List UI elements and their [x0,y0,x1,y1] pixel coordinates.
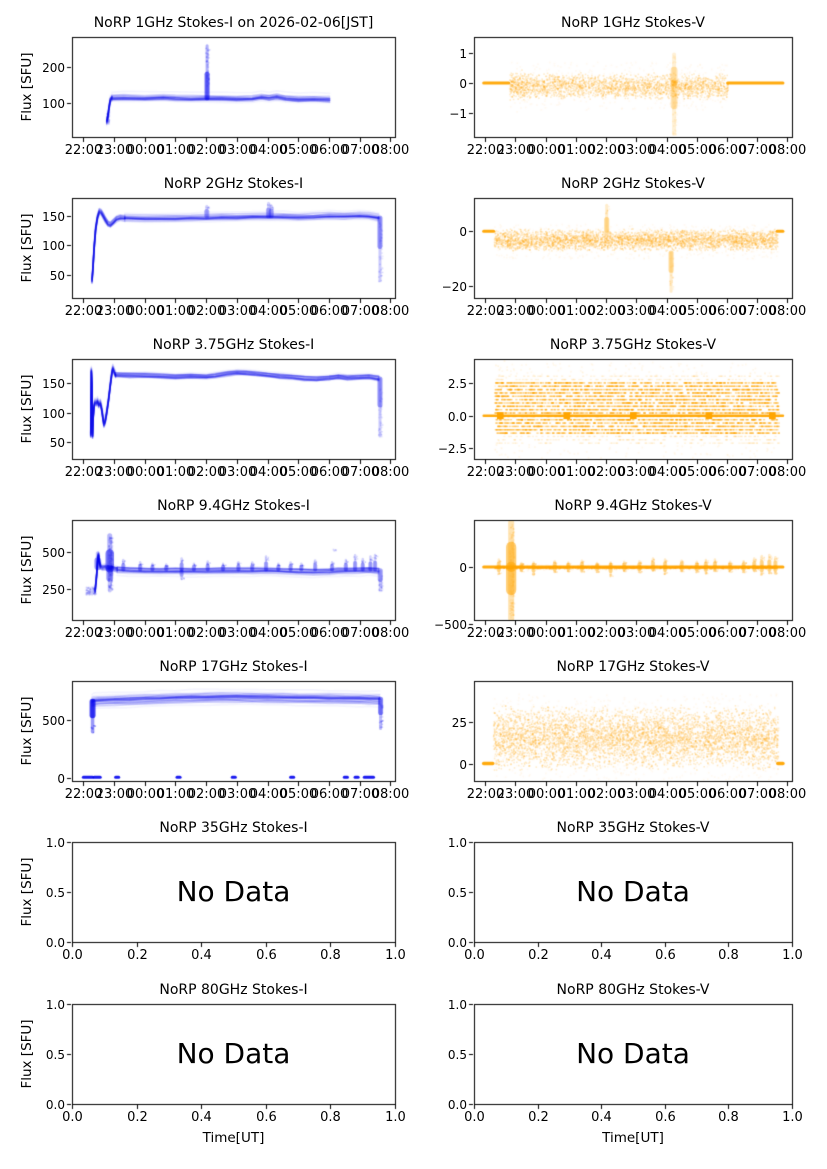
x-tick-label: 23:00 [95,626,134,641]
x-tick-label: 03:00 [617,304,656,319]
x-tick-label: 02:00 [187,787,226,802]
x-tick-label: 05:00 [678,143,717,158]
y-tick-label: 1.0 [45,997,65,1012]
y-tick-label: 0.0 [447,1097,467,1112]
x-tick-label: 08:00 [768,626,807,641]
y-tick-label: 0.5 [447,1047,467,1062]
x-tick-label: 00:00 [126,787,165,802]
y-tick-label: 25 [451,715,467,730]
x-tick-label: 0.6 [256,948,277,963]
x-tick-label: 22:00 [64,465,103,480]
x-tick-label: 06:00 [310,465,349,480]
x-tick-label: 0.0 [62,1110,83,1125]
x-tick-label: 0.2 [528,948,549,963]
x-tick-label: 07:00 [738,465,777,480]
x-tick-label: 22:00 [64,626,103,641]
x-tick-label: 01:00 [156,143,195,158]
x-tick-label: 0.8 [320,948,341,963]
x-tick-label: 05:00 [678,304,717,319]
x-tick-label: 03:00 [617,626,656,641]
y-axis-label: Flux [SFU] [19,213,35,283]
y-tick-label: 1.0 [447,997,467,1012]
x-tick-label: 01:00 [156,465,195,480]
y-tick-label: 200 [42,60,65,75]
x-tick-label: 00:00 [527,143,566,158]
x-tick-label: 0.8 [718,1110,739,1125]
panel-title: NoRP 9.4GHz Stokes-I [157,498,310,514]
x-tick-label: 01:00 [557,465,596,480]
x-tick-label: 23:00 [95,787,134,802]
x-tick-label: 0.0 [464,948,485,963]
x-tick-label: 01:00 [156,787,195,802]
y-axis-label: Flux [SFU] [19,1019,35,1089]
panel-title: NoRP 2GHz Stokes-V [560,176,706,192]
x-tick-label: 00:00 [126,143,165,158]
y-tick-label: 2.5 [447,376,467,391]
x-tick-label: 03:00 [617,143,656,158]
x-tick-label: 0.6 [655,1110,676,1125]
y-tick-label: 50 [49,435,65,450]
panel-title: NoRP 17GHz Stokes-I [159,659,308,675]
y-axis-label: Flux [SFU] [19,52,35,122]
panel-title: NoRP 3.75GHz Stokes-V [549,337,717,353]
x-tick-label: 08:00 [371,304,410,319]
panel-title: NoRP 17GHz Stokes-V [556,659,710,675]
x-tick-label: 0.8 [320,1110,341,1125]
x-tick-label: 06:00 [708,304,747,319]
x-tick-label: 03:00 [218,465,257,480]
x-tick-label: 03:00 [617,465,656,480]
x-tick-label: 0.4 [591,948,612,963]
x-tick-label: 04:00 [249,465,288,480]
x-tick-label: 06:00 [708,143,747,158]
x-tick-label: 01:00 [557,304,596,319]
x-tick-label: 00:00 [527,304,566,319]
x-tick-label: 04:00 [648,626,687,641]
y-tick-label: 0.0 [447,409,467,424]
y-tick-label: 0.5 [447,885,467,900]
x-tick-label: 05:00 [678,626,717,641]
no-data-label: No Data [576,1037,690,1070]
y-tick-label: 1 [459,46,467,61]
x-tick-label: 23:00 [95,465,134,480]
x-tick-label: 01:00 [557,626,596,641]
y-tick-label: 1.0 [45,835,65,850]
x-tick-label: 08:00 [371,787,410,802]
x-tick-label: 04:00 [648,465,687,480]
x-tick-label: 02:00 [187,626,226,641]
x-tick-label: 08:00 [768,304,807,319]
y-tick-label: 100 [42,238,65,253]
x-tick-label: 0.6 [655,948,676,963]
x-tick-label: 06:00 [310,787,349,802]
x-tick-label: 02:00 [187,304,226,319]
y-tick-label: 0 [57,771,65,786]
x-tick-label: 00:00 [126,626,165,641]
panel-title: NoRP 80GHz Stokes-V [556,982,710,998]
x-tick-label: 0.4 [191,948,212,963]
x-tick-label: 05:00 [279,465,318,480]
x-tick-label: 00:00 [527,626,566,641]
y-tick-label: −2.5 [437,441,467,456]
x-tick-label: 23:00 [496,143,535,158]
x-tick-label: 03:00 [218,143,257,158]
x-tick-label: 23:00 [496,787,535,802]
x-tick-label: 07:00 [341,304,380,319]
x-tick-label: 22:00 [64,304,103,319]
x-tick-label: 23:00 [496,304,535,319]
x-axis-label: Time[UT] [202,1130,265,1146]
x-tick-label: 22:00 [466,626,505,641]
x-tick-label: 0.6 [256,1110,277,1125]
x-tick-label: 22:00 [466,465,505,480]
x-tick-label: 07:00 [738,143,777,158]
panel-title: NoRP 1GHz Stokes-V [560,15,706,31]
y-axis-label: Flux [SFU] [19,374,35,444]
x-tick-label: 0.2 [528,1110,549,1125]
x-tick-label: 02:00 [187,143,226,158]
x-tick-label: 07:00 [341,143,380,158]
x-tick-label: 06:00 [708,465,747,480]
x-tick-label: 07:00 [738,787,777,802]
x-tick-label: 0.2 [127,1110,148,1125]
x-tick-label: 03:00 [218,304,257,319]
y-tick-label: 0.5 [45,1047,65,1062]
x-tick-label: 23:00 [95,304,134,319]
x-tick-label: 0.0 [464,1110,485,1125]
y-axis-label: Flux [SFU] [19,535,35,605]
x-tick-label: 07:00 [341,787,380,802]
x-tick-label: 04:00 [249,787,288,802]
y-tick-label: 0 [459,560,467,575]
x-tick-label: 01:00 [557,143,596,158]
y-tick-label: 500 [42,713,65,728]
y-tick-label: 150 [42,209,65,224]
x-tick-label: 04:00 [648,143,687,158]
x-tick-label: 05:00 [279,304,318,319]
x-tick-label: 22:00 [64,143,103,158]
x-axis-label: Time[UT] [602,1130,664,1146]
x-tick-label: 04:00 [249,626,288,641]
no-data-label: No Data [576,875,690,908]
x-tick-label: 08:00 [371,626,410,641]
no-data-label: No Data [176,875,291,908]
y-tick-label: 500 [42,545,65,560]
x-tick-label: 05:00 [279,626,318,641]
y-tick-label: 0.0 [447,935,467,950]
x-tick-label: 01:00 [156,304,195,319]
y-tick-label: 0 [459,757,467,772]
x-tick-label: 01:00 [557,787,596,802]
x-tick-label: 06:00 [708,626,747,641]
panel-title: NoRP 1GHz Stokes-I on 2026-02-06[JST] [93,15,374,31]
x-tick-label: 05:00 [279,143,318,158]
x-tick-label: 00:00 [126,465,165,480]
x-tick-label: 04:00 [249,143,288,158]
panel-title: NoRP 80GHz Stokes-I [159,982,308,998]
no-data-label: No Data [176,1037,291,1070]
x-tick-label: 00:00 [126,304,165,319]
x-tick-label: 02:00 [587,304,626,319]
x-tick-label: 1.0 [385,1110,406,1125]
x-tick-label: 07:00 [738,626,777,641]
x-tick-label: 03:00 [218,626,257,641]
x-tick-label: 02:00 [587,787,626,802]
y-tick-label: −20 [441,279,467,294]
x-tick-label: 05:00 [678,787,717,802]
x-tick-label: 0.0 [62,948,83,963]
y-tick-label: 0.5 [45,885,65,900]
y-tick-label: 100 [42,96,65,111]
x-tick-label: 22:00 [466,143,505,158]
panel-title: NoRP 3.75GHz Stokes-I [152,337,315,353]
y-tick-label: 0 [459,76,467,91]
y-tick-label: −500 [434,617,467,632]
x-tick-label: 06:00 [310,304,349,319]
x-tick-label: 05:00 [678,465,717,480]
panel-title: NoRP 2GHz Stokes-I [163,176,304,192]
x-tick-label: 08:00 [768,465,807,480]
x-tick-label: 02:00 [187,465,226,480]
x-tick-label: 08:00 [768,787,807,802]
x-tick-label: 03:00 [617,787,656,802]
x-tick-label: 04:00 [648,304,687,319]
x-tick-label: 08:00 [768,143,807,158]
x-tick-label: 02:00 [587,465,626,480]
x-tick-label: 22:00 [466,304,505,319]
y-tick-label: 250 [42,582,65,597]
x-tick-label: 23:00 [496,465,535,480]
y-tick-label: 150 [42,376,65,391]
x-tick-label: 06:00 [310,143,349,158]
x-tick-label: 22:00 [64,787,103,802]
x-tick-label: 0.4 [191,1110,212,1125]
x-tick-label: 07:00 [738,304,777,319]
x-tick-label: 1.0 [782,948,803,963]
x-tick-label: 04:00 [648,787,687,802]
x-tick-label: 06:00 [310,626,349,641]
x-tick-label: 01:00 [156,626,195,641]
y-axis-label: Flux [SFU] [19,696,35,766]
panel-title: NoRP 35GHz Stokes-I [159,820,308,836]
x-tick-label: 1.0 [385,948,406,963]
y-tick-label: 50 [49,268,65,283]
x-tick-label: 05:00 [279,787,318,802]
x-tick-label: 03:00 [218,787,257,802]
y-tick-label: −1 [449,106,467,121]
x-tick-label: 06:00 [708,787,747,802]
x-tick-label: 08:00 [371,143,410,158]
x-tick-label: 0.8 [718,948,739,963]
x-tick-label: 00:00 [527,465,566,480]
x-tick-label: 22:00 [466,787,505,802]
x-tick-label: 04:00 [249,304,288,319]
x-tick-label: 07:00 [341,626,380,641]
y-tick-label: 0.0 [45,1097,65,1112]
x-tick-label: 0.2 [127,948,148,963]
x-tick-label: 00:00 [527,787,566,802]
y-tick-label: 0.0 [45,935,65,950]
x-tick-label: 1.0 [782,1110,803,1125]
x-tick-label: 23:00 [95,143,134,158]
x-tick-label: 0.4 [591,1110,612,1125]
y-axis-label: Flux [SFU] [19,857,35,927]
y-tick-label: 0 [459,224,467,239]
x-tick-label: 23:00 [496,626,535,641]
x-tick-label: 07:00 [341,465,380,480]
y-tick-label: 1.0 [447,835,467,850]
x-tick-label: 02:00 [587,143,626,158]
panel-title: NoRP 35GHz Stokes-V [556,820,710,836]
x-tick-label: 02:00 [587,626,626,641]
panel-title: NoRP 9.4GHz Stokes-V [554,498,712,514]
y-tick-label: 100 [42,406,65,421]
x-tick-label: 08:00 [371,465,410,480]
